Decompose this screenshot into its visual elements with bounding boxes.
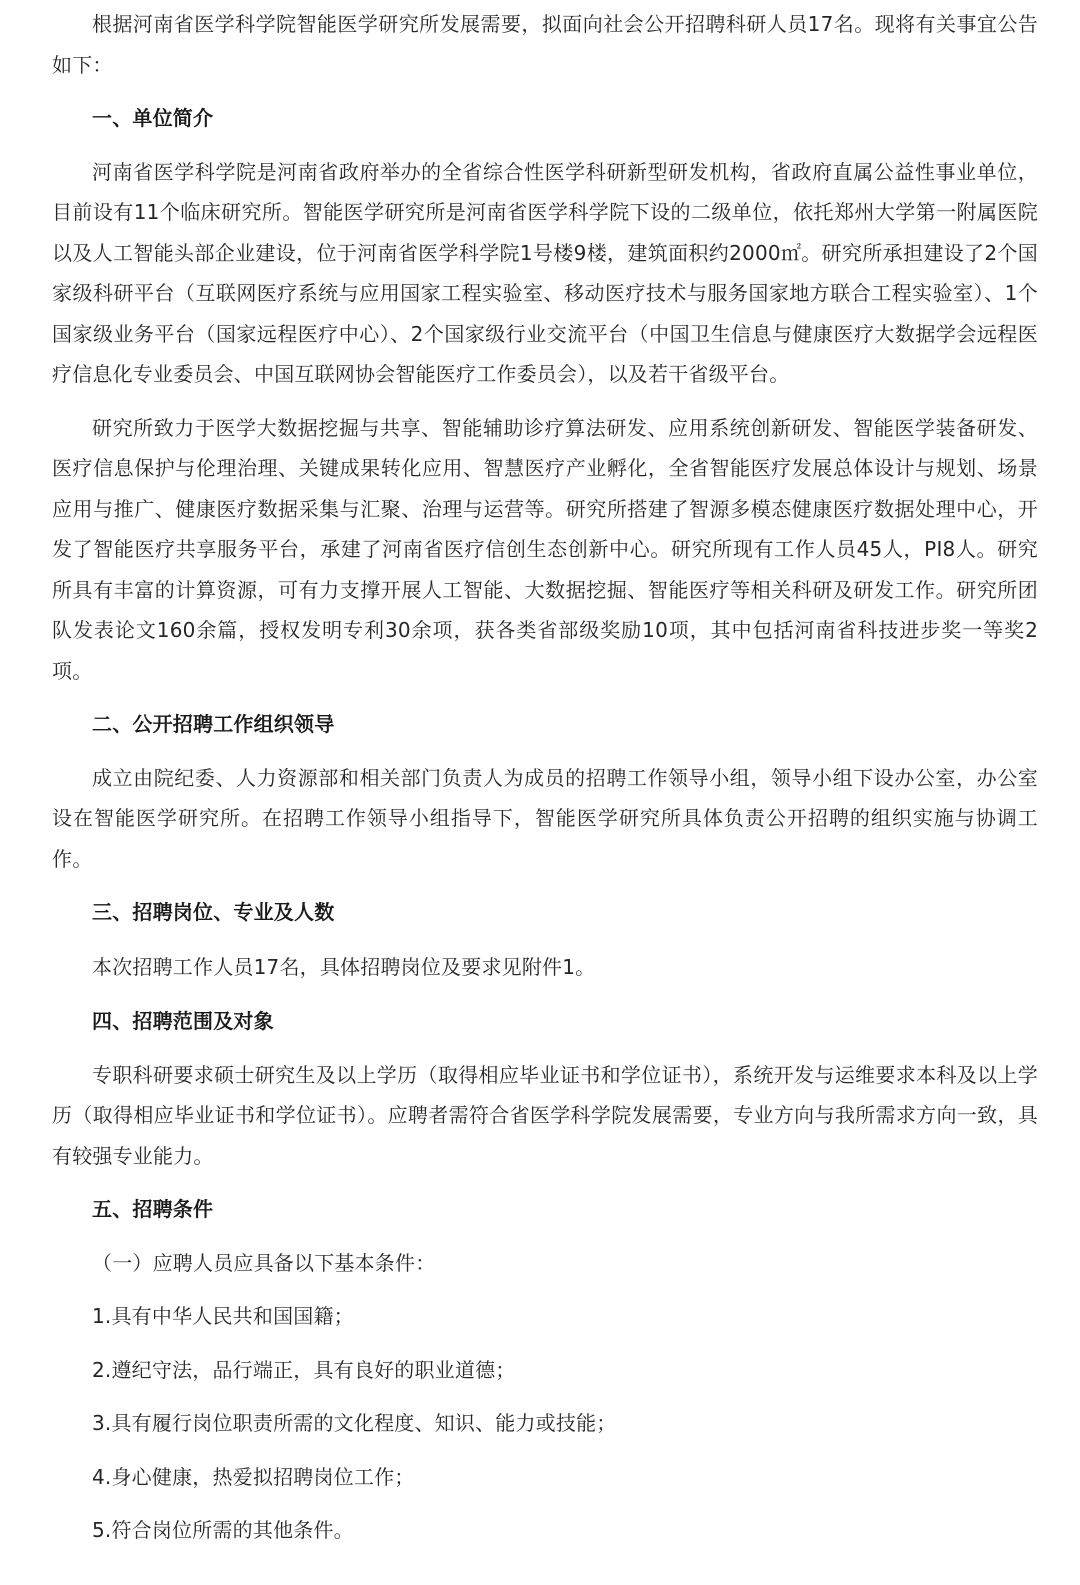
section-heading-unit-intro: 一、单位简介 [92,106,214,130]
condition-item: 3.具有履行岗位职责所需的文化程度、知识、能力或技能； [92,1411,617,1435]
unit-intro-paragraph-1: 河南省医学科学院是河南省政府举办的全省综合性医学科研新型研发机构，省政府直属公益性事业单位，目前设有11个临床研究所。智能医学研究所是河南省医学科学院下设的二级单位，依托郑州大学第一附属医院以及人工智能头部企业建设，位于河南省医学科学院1号楼9楼，建筑面积约2000㎡。研究所承担建设了2个国家级科研平台（互联网医疗系统与应用国家工程实验室、移动医疗技术与服务国家地方联合工程实验室）、1个国家级业务平台（国家远程医疗中心）、2个国家级行业交流平台（中国卫生信息与健康医疗大数据学会远程医疗信息化专业委员会、中国互联网协会智能医疗工作委员会），以及若干省级平台。 [52,159,1038,386]
section-heading-organization: 二、公开招聘工作组织领导 [92,712,335,736]
unit-intro-paragraph-2: 研究所致力于医学大数据挖掘与共享、智能辅助诊疗算法研发、应用系统创新研发、智能医学装备研发、医疗信息保护与伦理治理、关键成果转化应用、智慧医疗产业孵化，全省智能医疗发展总体设计与规划、场景应用与推广、健康医疗数据采集与汇聚、治理与运营等。研究所搭建了智源多模态健康医疗数据处理中心，开发了智能医疗共享服务平台，承建了河南省医疗信创生态创新中心。研究所现有工作人员45人，PI8人。研究所具有丰富的计算资源，可有力支撑开展人工智能、大数据挖掘、智能医疗等相关科研及研发工作。研究所团队发表论文160余篇，授权发明专利30余项，获各类省部级奖励10项，其中包括河南省科技进步奖一等奖2项。 [52,415,1038,683]
organization-paragraph: 成立由院纪委、人力资源部和相关部门负责人为成员的招聘工作领导小组，领导小组下设办公室，办公室设在智能医学研究所。在招聘工作领导小组指导下，智能医学研究所具体负责公开招聘的组织实施与协调工作。 [52,765,1038,871]
condition-item: 1.具有中华人民共和国国籍； [92,1304,354,1328]
condition-item: 5.符合岗位所需的其他条件。 [92,1518,354,1542]
condition-item: 4.身心健康，热爱拟招聘岗位工作； [92,1464,415,1489]
intro-paragraph: 根据河南省医学科学院智能医学研究所发展需要，拟面向社会公开招聘科研人员17名。现将有关事宜公告如下： [52,12,1038,77]
section-heading-conditions: 五、招聘条件 [92,1197,214,1221]
condition-item: 2.遵纪守法，品行端正，具有良好的职业道德； [92,1357,516,1382]
conditions-subheading: （一）应聘人员应具备以下基本条件： [92,1250,436,1275]
section-heading-positions: 三、招聘岗位、专业及人数 [92,900,335,924]
positions-paragraph: 本次招聘工作人员17名，具体招聘岗位及要求见附件1。 [92,954,596,979]
section-heading-scope: 四、招聘范围及对象 [92,1009,274,1033]
scope-paragraph: 专职科研要求硕士研究生及以上学历（取得相应毕业证书和学位证书），系统开发与运维要求本科及以上学历（取得相应毕业证书和学位证书）。应聘者需符合省医学科学院发展需要，专业方向与我所需求方向一致，具有较强专业能力。 [52,1062,1038,1168]
